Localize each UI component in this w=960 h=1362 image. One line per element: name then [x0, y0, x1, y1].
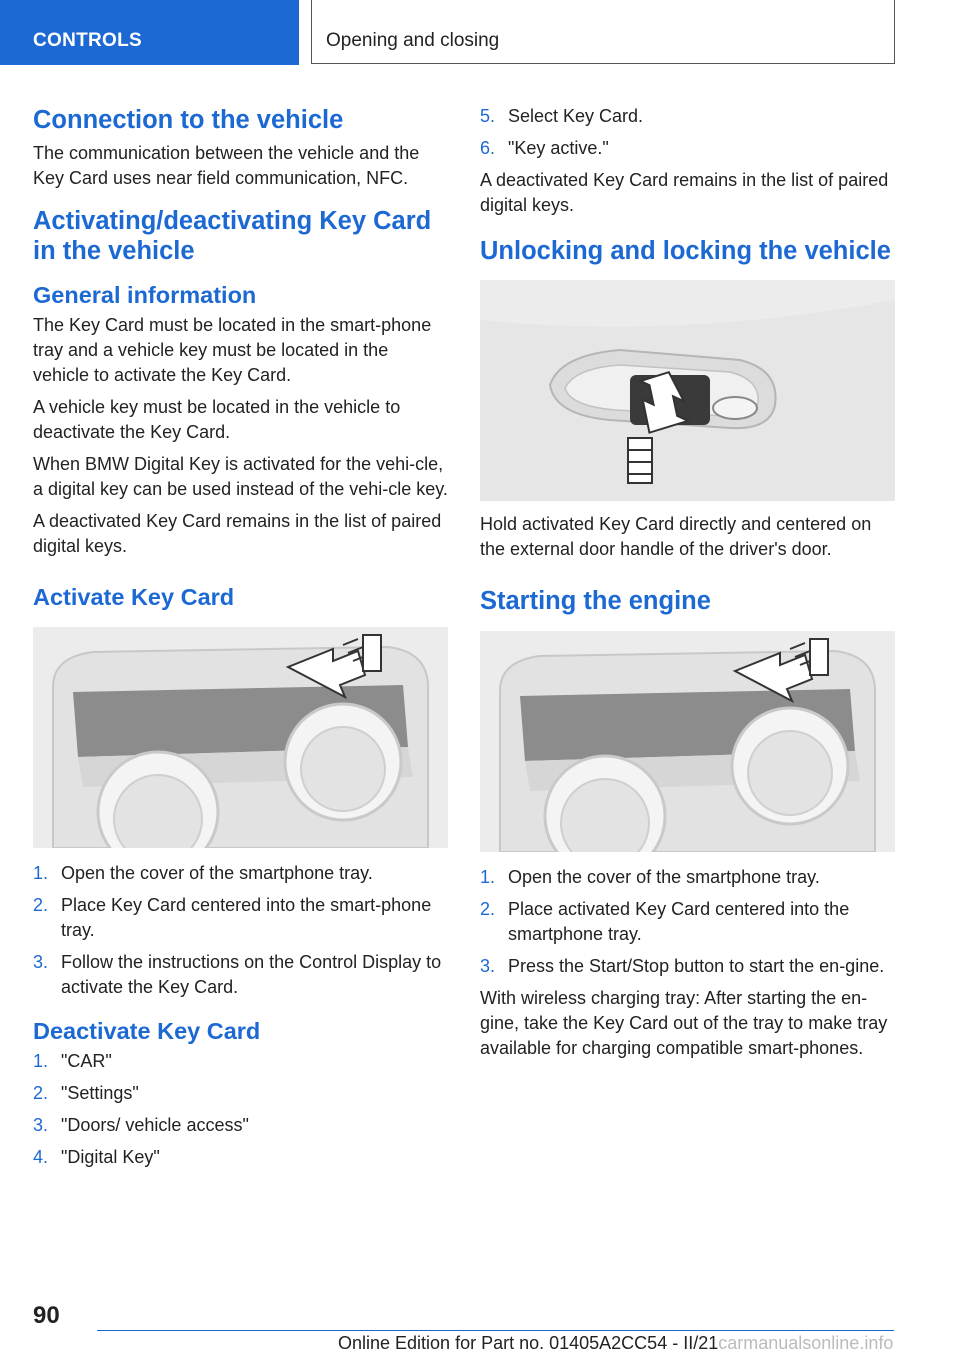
list-item [480, 136, 895, 161]
list-item [33, 950, 448, 1000]
step-number: 2. [33, 895, 49, 915]
figure-door-handle [480, 280, 895, 501]
step-text: Select Key Card. [508, 106, 644, 126]
list-item [480, 954, 895, 979]
step-number: 3. [480, 956, 496, 976]
list-item [33, 893, 448, 943]
step-text: Place Key Card centered into the smart-phone tray. [61, 895, 432, 940]
list-item [480, 897, 895, 947]
deactivate-steps-list [33, 1049, 448, 1170]
paragraph-general-4: A deactivated Key Card remains in the list of paired digital keys. [33, 511, 442, 556]
list-item [33, 1049, 448, 1074]
step-number: 2. [33, 1083, 49, 1103]
heading-connection: Connection to the vehicle [33, 106, 344, 134]
figure-smartphone-tray [33, 627, 448, 848]
page-number: 90 [33, 1302, 60, 1329]
heading-starting-engine: Starting the engine [480, 587, 711, 615]
paragraph-connection: The communication between the vehicle and the Key Card uses near field communication, NFC. [33, 143, 420, 188]
step-text: Place activated Key Card centered into the smartphone tray. [508, 899, 850, 944]
list-item [480, 104, 895, 129]
paragraph-general-1: The Key Card must be located in the smart-phone tray and a vehicle key must be located in the vehicle to activate the Key Card. [33, 315, 432, 385]
step-text: Open the cover of the smartphone tray. [508, 867, 820, 887]
step-text: "Settings" [61, 1083, 139, 1103]
step-number: 3. [33, 1115, 49, 1135]
step-text: Press the Start/Stop button to start the en-gine. [508, 956, 885, 976]
figure-smartphone-tray-engine [480, 631, 895, 852]
step-text: "Doors/ vehicle access" [61, 1115, 249, 1135]
footer-edition-text: Online Edition for Part no. 01405A2CC54 - II/21 [338, 1333, 719, 1353]
step-number: 5. [480, 106, 496, 126]
footer-edition [338, 1333, 893, 1354]
left-column [33, 100, 448, 1177]
list-item [33, 1145, 448, 1170]
step-number: 6. [480, 138, 496, 158]
step-number: 4. [33, 1147, 49, 1167]
step-number: 1. [33, 863, 49, 883]
step-number: 3. [33, 952, 49, 972]
deactivate-steps-continued-list [480, 104, 895, 161]
right-column [480, 100, 895, 1061]
heading-unlocking-locking: Unlocking and locking the vehicle [480, 237, 891, 265]
start-steps-list [480, 865, 895, 979]
step-text: "CAR" [61, 1051, 112, 1071]
list-item [33, 861, 448, 886]
paragraph-deactivated: A deactivated Key Card remains in the list of paired digital keys. [480, 170, 889, 215]
list-item [33, 1081, 448, 1106]
header-chapter-label: Opening and closing [326, 30, 500, 51]
step-text: Follow the instructions on the Control Display to activate the Key Card. [61, 952, 442, 997]
footer-watermark: carmanualsonline.info [718, 1333, 894, 1353]
heading-general-information: General information [33, 282, 257, 308]
step-number: 1. [33, 1051, 49, 1071]
step-number: 1. [480, 867, 496, 887]
step-number: 2. [480, 899, 496, 919]
step-text: Open the cover of the smartphone tray. [61, 863, 373, 883]
footer-divider [97, 1330, 894, 1331]
list-item [480, 865, 895, 890]
heading-activating: Activating/deactivating Key Card in the vehicle [33, 207, 432, 265]
paragraph-general-3: When BMW Digital Key is activated for the vehi-cle, a digital key can be used instead of the vehi-cle key. [33, 454, 448, 499]
step-text: "Digital Key" [61, 1147, 160, 1167]
header-section-label: CONTROLS [33, 30, 143, 51]
paragraph-general-2: A vehicle key must be located in the vehicle to deactivate the Key Card. [33, 397, 401, 442]
list-item [33, 1113, 448, 1138]
header-chapter-box [311, 0, 895, 64]
step-text: "Key active." [508, 138, 609, 158]
paragraph-wireless: With wireless charging tray: After starting the en-gine, take the Key Card out of the tray to make tray available for charging compatible smart-phones. [480, 988, 888, 1058]
paragraph-unlocking: Hold activated Key Card directly and centered on the external door handle of the driver's door. [480, 514, 872, 559]
activate-steps-list [33, 861, 448, 1000]
heading-activate-key-card: Activate Key Card [33, 584, 235, 610]
header-section-tab [0, 0, 299, 65]
heading-deactivate-key-card: Deactivate Key Card [33, 1018, 261, 1044]
